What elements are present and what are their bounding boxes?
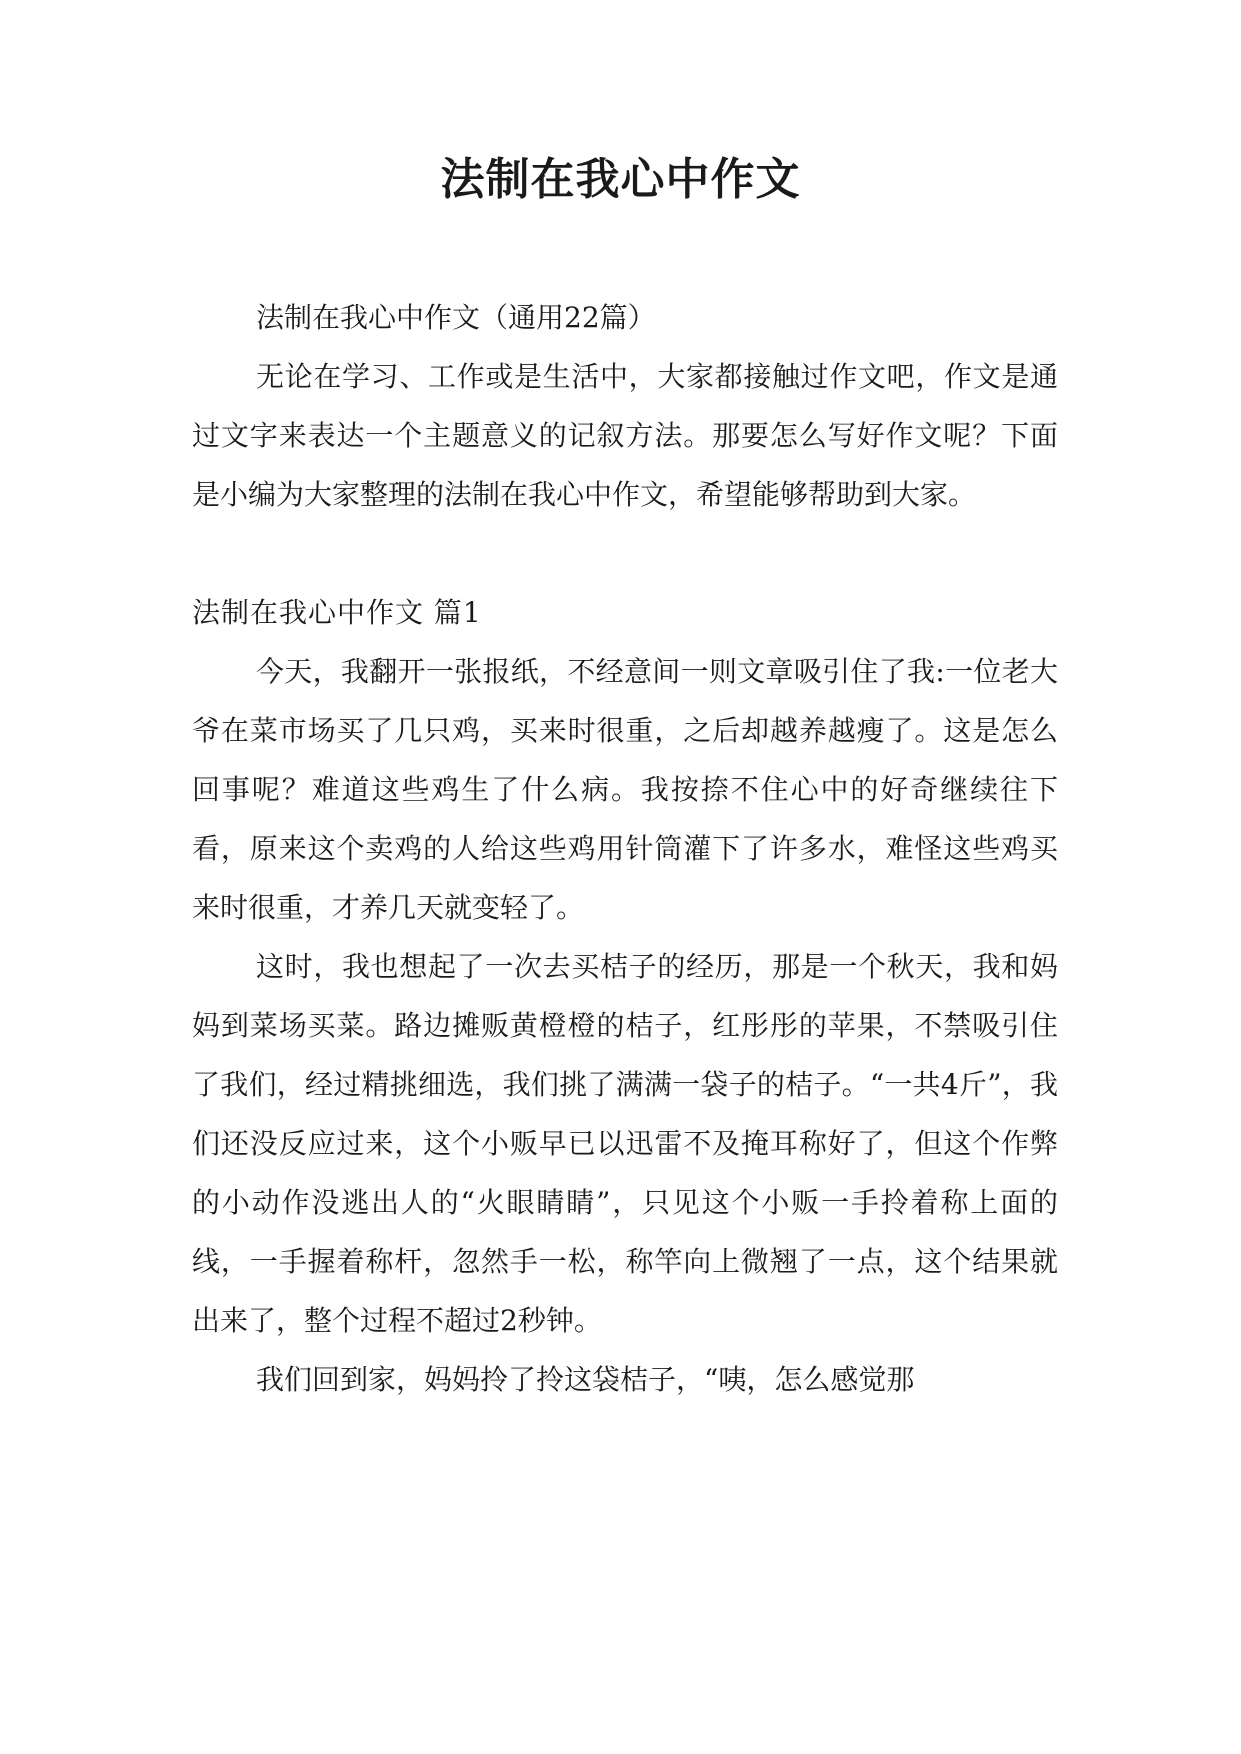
body-paragraph: 今天，我翻开一张报纸，不经意间一则文章吸引住了我:一位老大爷在菜市场买了几只鸡，买来时很重，之后却越养越瘦了。这是怎么回事呢？难道这些鸡生了什么病。我按捺不住心中的好奇继续往下看，原来这个卖鸡的人给这些鸡用针筒灌下了许多水，难怪这些鸡买来时很重，才养几天就变轻了。 — [192, 655, 1058, 924]
section-heading: 法制在我心中作文 篇1 — [192, 596, 482, 629]
body-paragraph: 我们回到家，妈妈拎了拎这袋桔子，“咦，怎么感觉那 — [256, 1363, 915, 1396]
document-title: 法制在我心中作文 — [440, 154, 801, 205]
intro-paragraph: 无论在学习、工作或是生活中，大家都接触过作文吧，作文是通过文字来表达一个主题意义的记叙方法。那要怎么写好作文呢？下面是小编为大家整理的法制在我心中作文，希望能够帮助到大家。 — [192, 360, 1058, 511]
body-paragraph: 这时，我也想起了一次去买桔子的经历，那是一个秋天，我和妈妈到菜场买菜。路边摊贩黄橙橙的桔子，红彤彤的苹果，不禁吸引住了我们，经过精挑细选，我们挑了满满一袋子的桔子。“一共4斤”，我们还没反应过来，这个小贩早已以迅雷不及掩耳称好了，但这个作弊的小动作没逃出人的“火眼睛睛”，只见这个小贩一手拎着称上面的线，一手握着称杆，忽然手一松，称竿向上微翘了一点，这个结果就出来了，整个过程不超过2秒钟。 — [192, 950, 1058, 1337]
document-subtitle: 法制在我心中作文（通用22篇） — [256, 301, 656, 334]
document-body — [192, 288, 1058, 1409]
